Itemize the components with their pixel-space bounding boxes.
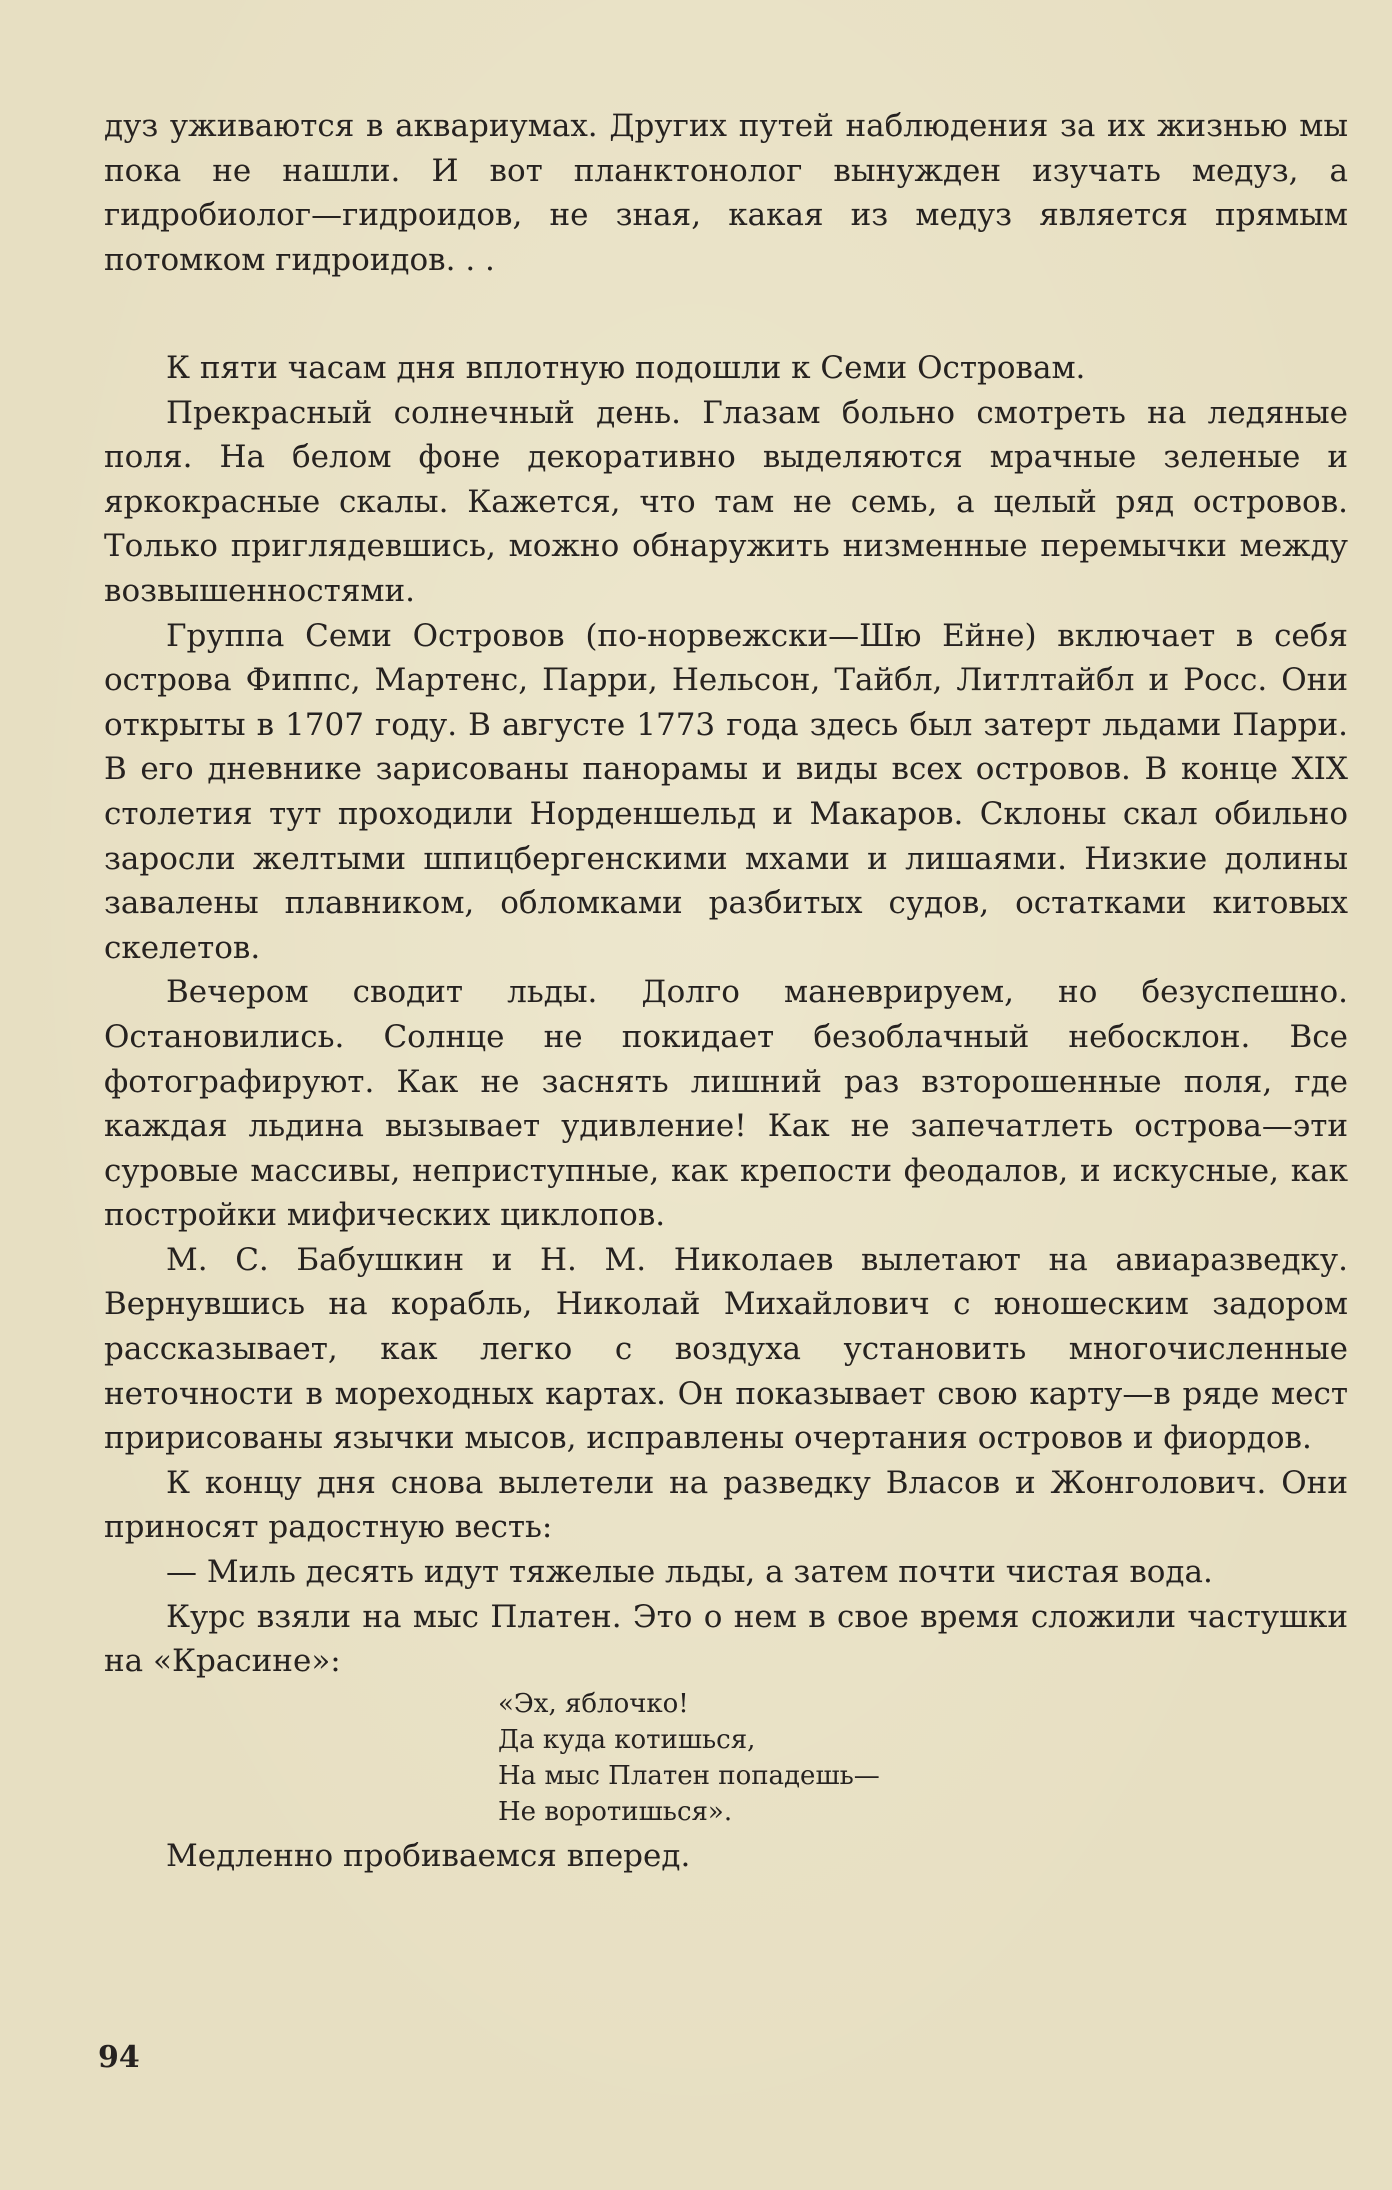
page-number: 94 <box>98 2040 140 2075</box>
main-text-block <box>104 346 1348 1878</box>
paragraph: Вечером сводит льды. Долго маневрируем, но безуспешно. Остановились. Солнце не покидает безоблачный небосклон. Все фотографируют. Как не заснять лишний раз взторошенные поля, где каждая льдина вызывает удивление! Как не запечатлеть острова—эти суровые массивы, неприступные, как крепости феодалов, и искусные, как постройки мифических циклопов. <box>104 974 1348 1234</box>
paragraph: Прекрасный солнечный день. Глазам больно смотреть на ледяные поля. На белом фоне декоративно выделяются мрачные зеленые и яркокрасные скалы. Кажется, что там не семь, а целый ряд островов. Только приглядевшись, можно обнаружить низменные перемычки между возвышенностями. <box>104 394 1348 609</box>
paragraph-continuation: дуз уживаются в аквариумах. Других путей наблюдения за их жизнью мы пока не нашли. И вот планктонолог вынужден изучать медуз, а гидробиолог—гидроидов, не зная, какая из медуз является прямым потомком гидроидов. . . <box>104 108 1348 278</box>
paragraph: — Миль десять идут тяжелые льды, а затем почти чистая вода. <box>166 1554 1213 1591</box>
paragraph: Группа Семи Островов (по-норвежски—Шю Ейне) включает в себя острова Фиппс, Мартенс, Парри, Нельсон, Тайбл, Литлтайбл и Росс. Они открыты в 1707 году. В августе 1773 года здесь был затерт льдами Парри. В его дневнике зарисованы панорамы и виды всех островов. В конце XIX столетия тут проходили Норденшельд и Макаров. Склоны скал обильно заросли желтыми шпицбергенскими мхами и лишаями. Низкие долины завалены плавником, обломками разбитых судов, остатками китовых скелетов. <box>104 617 1348 966</box>
paragraph: К пяти часам дня вплотную подошли к Семи Островам. <box>166 350 1086 386</box>
paragraph-final: Медленно пробиваемся вперед. <box>166 1837 691 1874</box>
paragraph: М. С. Бабушкин и Н. М. Николаев вылетают на авиаразведку. Вернувшись на корабль, Николай Михайлович с юношеским задором рассказывает, как легко с воздуха установить многочисленные неточности в мореходных картах. Он показывает свою карту—в ряде мест пририсованы язычки мысов, исправлены очертания островов и фиордов. <box>104 1241 1348 1457</box>
verse-line: На мыс Платен попадешь— <box>498 1760 880 1791</box>
verse-block <box>498 1686 1348 1830</box>
verse-line: Да куда котишься, <box>498 1724 756 1755</box>
paragraph: К концу дня снова вылетели на разведку Власов и Жонголович. Они приносят радостную весть: <box>104 1464 1348 1546</box>
paragraph: Курс взяли на мыс Платен. Это о нем в свое время сложили частушки на «Красине»: <box>104 1598 1348 1680</box>
verse-line: Не воротишься». <box>498 1796 733 1827</box>
top-text-block <box>104 104 1348 282</box>
verse-line: «Эх, яблочко! <box>498 1688 689 1719</box>
